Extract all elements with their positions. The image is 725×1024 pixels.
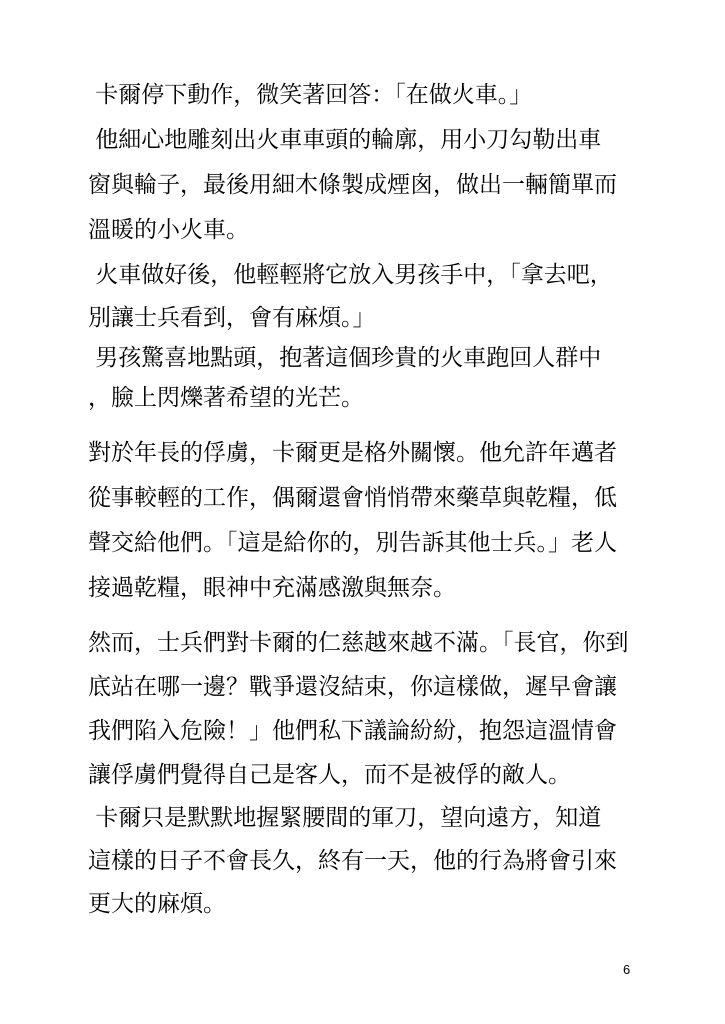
text-line: 聲交給他們。「這是給你的，別告訴其他士兵。」老人 — [88, 530, 617, 556]
text-line: 卡爾停下動作，微笑著回答：「在做火車。」 — [88, 82, 533, 108]
text-line: 火車做好後，他輕輕將它放入男孩手中，「拿去吧， — [88, 262, 613, 288]
text-line: 卡爾只是默默地握緊腰間的軍刀，望向遠方，知道 — [88, 805, 602, 831]
text-line: 對於年長的俘虜，卡爾更是格外關懷。他允許年邁者 — [88, 440, 617, 466]
text-line: ，臉上閃爍著希望的光芒。 — [88, 385, 364, 411]
page-number: 6 — [623, 962, 631, 977]
text-line: 然而，士兵們對卡爾的仁慈越來越不滿。「長官，你到 — [88, 630, 629, 656]
text-line: 他細心地雕刻出火車車頭的輪廓，用小刀勾勒出車 — [88, 127, 602, 153]
text-line: 這樣的日子不會長久，終有一天，他的行為將會引來 — [88, 848, 617, 874]
text-line: 我們陷入危險！」他們私下議論紛紛，抱怨這溫情會 — [88, 718, 617, 744]
text-line: 溫暖的小火車。 — [88, 217, 249, 243]
text-line: 更大的麻煩。 — [88, 891, 226, 917]
text-line: 讓俘虜們覺得自己是客人，而不是被俘的敵人。 — [88, 762, 571, 788]
text-line: 底站在哪一邊？戰爭還沒結束，你這樣做，遲早會讓 — [88, 674, 617, 700]
text-line: 從事較輕的工作，偶爾還會悄悄帶來藥草與乾糧，低 — [88, 485, 617, 511]
text-line: 男孩驚喜地點頭，抱著這個珍貴的火車跑回人群中 — [88, 345, 602, 371]
text-line: 窗與輪子，最後用細木條製成煙囪，做出一輛簡單而 — [88, 172, 617, 198]
text-line: 接過乾糧，眼神中充滿感激與無奈。 — [88, 575, 456, 601]
text-line: 別讓士兵看到，會有麻煩。」 — [88, 305, 376, 331]
